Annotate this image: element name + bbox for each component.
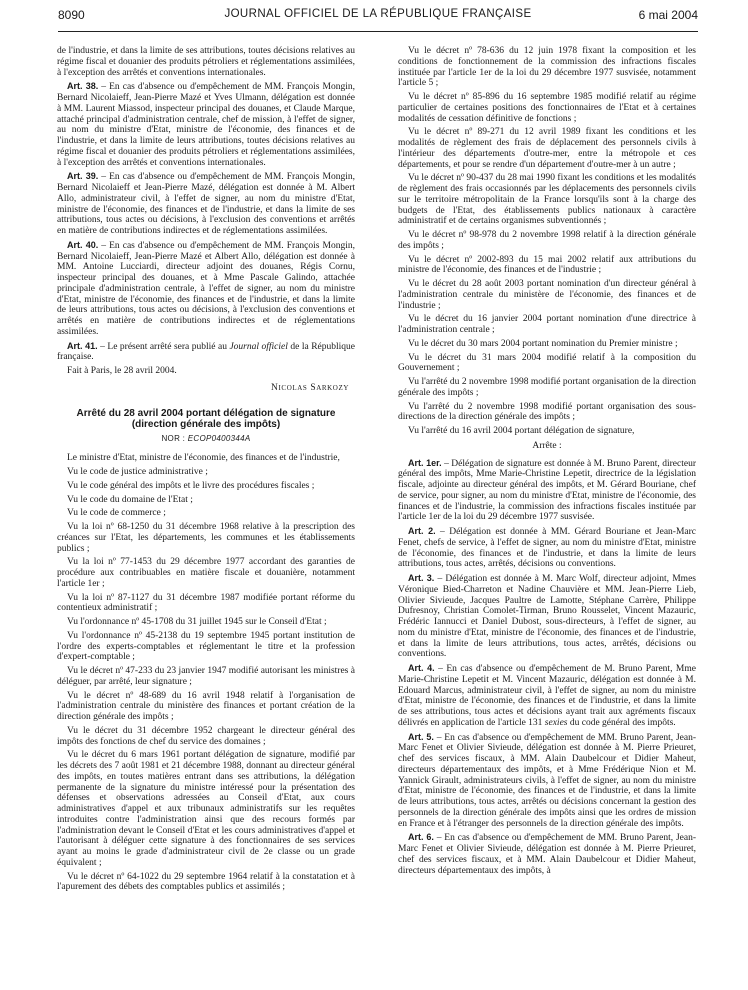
article-text: – En cas d'absence ou d'empêchement de M. Bruno Parent, Mme Marie-Christine Lepetit et M. Vincent Mazauric, délégation est donnée à M. Edouard Marcus, administrateur civil, à l'effet de signer, au nom du ministre d'Etat, ministre de l'économie, des finances et de l'industrie, et dans la limite de ses attributions, tous actes et décisions ayant trait aux agréments fiscaux délivrés en application de l'article 131 [398, 664, 696, 728]
article-text: – En cas d'absence ou d'empêchement de MM. François Mongin, Bernard Nicolaieff, Jean-Pierre Mazé et Yves Ulmann, délégation est donnée à MM. Laurent Miassod, inspecteur principal des douanes, et Claude Marque, attaché principal d'administration centrale, chef de mission, à l'effet de signer, au nom du ministre d'Etat, ministre de l'économie, des finances et de l'industrie, et dans la limite de leurs attributions, toutes décisions relatives au régime fiscal et douanier des produits pétroliers et réglementations assimilées, à l'exception des arrêtés et conventions internationales. [57, 82, 355, 168]
visa-paragraph: Vu le décret nº 85-896 du 16 septembre 1985 modifié relatif au régime particulier de certaines positions des fonctionnaires de l'Etat et à certaines modalités de cessation définitive de fonctions ; [398, 92, 696, 124]
article-6 [398, 832, 696, 876]
article-text: – En cas d'absence ou d'empêchement de MM. Bruno Parent, Jean-Marc Fenet et Olivier Sivieude, délégation est donnée à M. Pierre Prieuret, chef des services fiscaux, à MM. Alain Daubelcour et Didier Maheut, directeurs départementaux des impôts, et à Mme Frédérique Nion et M. Yannick Girault, administrateurs civils, à l'effet de signer, au nom du ministre d'Etat, ministre de l'économie, des finances et de l'industrie, et dans la limite de leurs attributions, tous actes, arrêtés ou décisions concernant la gestion des personnels de la direction générale des impôts ainsi que les ordres de mission en France et à l'étranger des personnels de la direction générale des impôts. [398, 732, 696, 829]
article-label: Art. 41. [67, 340, 98, 351]
article-40 [57, 240, 355, 338]
nor-reference [57, 434, 355, 445]
article-text: – Délégation est donnée à M. Marc Wolf, directeur adjoint, Mmes Véronique Bied-Charreton et Nadine Chauvière et MM. Jean-Pierre Lieb, Olivier Sivieude, Jacques Paultre de Lamotte, Stéphane Carrère, Philippe Dufresnoy, Christian Comolet-Tirman, Bruno Rousselet, Vincent Mazauric, Frédéric Iannucci et Daniel Dubost, sous-directeurs, à l'effet de signer, au nom du ministre d'Etat, ministre de l'économie, des finances et de l'industrie, et dans la limite de leurs attributions, tous actes, arrêtés, décisions ou conventions. [398, 574, 696, 660]
article-text: – En cas d'absence ou d'empêchement de MM. François Mongin, Bernard Nicolaieff, Jean-Pierre Mazé et Albert Allo, délégation est donnée à MM. Antoine Lucciardi, directeur adjoint des douanes, Régis Cornu, inspecteur principal des douanes, et à Mme Pascale Galindo, attachée principale d'administration centrale, à l'effet de signer, au nom du ministre d'Etat, ministre de l'économie, des finances et de l'industrie, et dans la limite de leurs attributions, tous actes ou décisions, à l'exclusion des conventions et arrêtés en matière de contributions indirectes et de réglementations assimilées. [57, 240, 355, 337]
visa-paragraph: Vu le décret nº 90-437 du 28 mai 1990 fixant les conditions et les modalités de règlement des frais occasionnés par les déplacements des personnels civils sur le territoire métropolitain de la France lorsqu'ils sont à la charge des budgets de l'Etat, des établissements publics nationaux à caractère administratif et de certains organismes subventionnés ; [398, 173, 696, 227]
article-5 [398, 732, 696, 830]
visa-paragraph: Vu l'ordonnance nº 45-1708 du 31 juillet 1945 sur le Conseil d'Etat ; [67, 617, 327, 627]
article-label: Art. 6. [408, 832, 434, 843]
visa-paragraph: Vu le code du domaine de l'Etat ; [67, 494, 193, 505]
article-text: – Délégation de signature est donnée à M. Bruno Parent, directeur général des impôts, Mme Marie-Christine Lepetit, directrice de la législation fiscale, adjointe au directeur général des impôts, et M. Gérard Bouriane, chef de service, pour signer, au nom du ministre d'Etat, ministre de l'économie, des finances et de l'industrie, la commission des infractions fiscales instituée par l'article 1er de la loi du 29 décembre 1977 susvisée. [398, 458, 696, 523]
visa-paragraph: Vu le décret du 31 décembre 1952 chargeant le directeur général des impôts des fonctions de chef du service des domaines ; [57, 725, 355, 747]
article-text-end: du code général des impôts. [567, 717, 676, 728]
visa-paragraph: Vu la loi nº 77-1453 du 29 décembre 1977 accordant des garanties de procédure aux contribuables en matière fiscale et douanière, notamment l'article 1er ; [57, 557, 355, 589]
minister-signature: Nicolas Sarkozy [271, 382, 349, 393]
article-4 [398, 663, 696, 729]
visa-paragraph: Vu le décret du 6 mars 1961 portant délégation de signature, modifié par les décrets des 7 août 1981 et 21 décembre 1988, donnant au directeur général des impôts, en toutes matières entrant dans ses attributions, la délégation permanente de la signature du ministre intéressé pour la présentation des défenses et observations adressées au Conseil d'Etat, aux cours administratives d'appel et aux tribunaux administratifs sur les requêtes introduites contre l'administration ainsi que des recours formés par l'administration devant le Conseil d'Etat et les cours administratives d'appel et l'autorisant à déléguer cette signature à des fonctionnaires de ses services ayant au moins le grade d'administrateur civil de 2e classe ou un grade équivalent ; [57, 750, 355, 868]
visa-paragraph: Vu l'ordonnance nº 45-2138 du 19 septembre 1945 portant institution de l'ordre des experts-comptables et réglementant le titre et la profession d'expert-comptable ; [57, 630, 355, 663]
visa-paragraph: Vu le décret nº 47-233 du 23 janvier 1947 modifié autorisant les ministres à déléguer, par arrêté, leur signature ; [57, 666, 355, 687]
visa-paragraph: Vu le décret nº 2002-893 du 15 mai 2002 relatif aux attributions du ministre de l'économie, des finances et de l'industrie ; [398, 254, 696, 276]
visa-paragraph: Vu le décret nº 98-978 du 2 novembre 1998 relatif à la direction générale des impôts ; [398, 230, 696, 251]
visa-paragraph: Vu le décret du 30 mars 2004 portant nomination du Premier ministre ; [408, 338, 678, 349]
article-text: – Délégation est donnée à MM. Gérard Bouriane et Jean-Marc Fenet, chefs de service, à l'effet de signer, au nom du ministre d'Etat, ministre de l'économie, des finances et de l'industrie, et dans la limite de leurs attributions, tous actes, arrêtés, décisions ou conventions. [398, 527, 696, 570]
visa-paragraph: Vu le décret nº 89-271 du 12 avril 1989 fixant les conditions et les modalités de règlement des frais de déplacement des personnels civils à l'intérieur des départements d'outre-mer, entre la métropole et ces départements, et pour se rendre d'un département d'outre-mer à un autre ; [398, 127, 696, 170]
visa-paragraph: Vu la loi nº 87-1127 du 31 décembre 1987 modifiée portant réforme du contentieux administratif ; [57, 592, 355, 614]
visa-paragraph: Le ministre d'Etat, ministre de l'économie, des finances et de l'industrie, [67, 453, 340, 464]
left-column [57, 46, 355, 896]
visa-paragraph: Vu le décret du 16 janvier 2004 portant nomination d'une directrice à l'administration centrale ; [398, 314, 696, 335]
visa-paragraph: Vu le décret nº 48-689 du 16 avril 1948 relatif à l'organisation de l'administration centrale du ministère des finances et portant création de la direction générale des impôts ; [57, 690, 355, 722]
place-date: Fait à Paris, le 28 avril 2004. [67, 366, 177, 376]
visa-paragraph: Vu le décret du 31 mars 2004 modifié relatif à la composition du Gouvernement ; [398, 352, 696, 374]
visa-paragraph: Vu la loi nº 68-1250 du 31 décembre 1968 relative à la prescription des créances sur l'Etat, les départements, les communes et les établissements publics ; [57, 522, 355, 554]
visa-paragraph: Vu le décret nº 64-1022 du 29 septembre 1964 relatif à la constatation et à l'apurement des débets des comptables publics et assimilés ; [57, 871, 355, 893]
article-3 [398, 573, 696, 660]
visa-paragraph: Vu le code général des impôts et le livre des procédures fiscales ; [67, 480, 315, 491]
journal-title: JOURNAL OFFICIEL DE LA RÉPUBLIQUE FRANÇAISE [224, 8, 532, 20]
nor-label: NOR : [161, 433, 188, 443]
article-2 [398, 526, 696, 570]
visa-paragraph: Vu l'arrêté du 16 avril 2004 portant délégation de signature, [408, 426, 635, 436]
article-1 [398, 458, 696, 524]
article-label: Art. 38. [67, 81, 99, 92]
article-label: Art. 2. [408, 526, 436, 536]
article-label: Art. 1er. [408, 457, 442, 468]
article-text: – Le présent arrêté sera publié au [97, 341, 230, 352]
page-number: 8090 [58, 8, 85, 22]
visa-paragraph: Vu le décret du 28 août 2003 portant nomination d'un directeur général à l'administration centrale du ministère de l'économie, des finances et de l'industrie ; [398, 279, 696, 311]
nor-code: ECOP0400344A [187, 433, 251, 443]
visa-paragraph: Vu l'arrêté du 2 novembre 1998 modifié portant organisation de la direction générale des impôts ; [398, 377, 696, 398]
intro-paragraph: de l'industrie, et dans la limite de ses attributions, toutes décisions relatives au régime fiscal et douanier des produits pétroliers et réglementations assimilées, à l'exception des arrêtés et conventions internationales. [57, 46, 355, 78]
article-text: – En cas d'absence ou d'empêchement de MM. Bruno Parent, Jean-Marc Fenet et Olivier Sivieude, délégation est donnée à M. Pierre Prieuret, chef des services fiscaux, et à MM. Alain Daubelcour et Didier Maheut, directeurs départementaux des impôts, à [398, 833, 696, 876]
journal-reference: Journal officiel [229, 341, 288, 352]
article-label: Art. 5. [408, 731, 434, 742]
visa-list-continued [398, 46, 696, 437]
page-header [58, 8, 698, 40]
article-label: Art. 3. [408, 573, 435, 583]
visa-paragraph: Vu le code de commerce ; [67, 508, 166, 519]
article-text: – En cas d'absence ou d'empêchement de MM. François Mongin, Bernard Nicolaieff et Jean-Pierre Mazé, délégation est donnée à M. Albert Allo, administrateur civil, à l'effet de signer, au nom du ministre d'Etat, ministre de l'économie, des finances et de l'industrie, et dans la limite de ses attributions, tous actes ou décisions, à l'exclusion des conventions et arrêtés en matière de contributions indirectes et de réglementations assimilées. [57, 172, 355, 236]
article-41 [57, 341, 355, 364]
article-label: Art. 39. [67, 171, 99, 182]
visa-paragraph: Vu le décret nº 78-636 du 12 juin 1978 fixant la composition et les conditions de fonctionnement de la commission des infractions fiscales instituée par l'article 1er de la loi du 29 décembre 1977 susvisée, notamment l'article 5 ; [398, 46, 696, 89]
right-column [398, 46, 696, 879]
arrete-heading: Arrête : [532, 440, 562, 451]
article-38 [57, 81, 355, 168]
article-text-end: de la République française. [57, 341, 356, 363]
article-39 [57, 171, 355, 237]
visa-list [57, 453, 355, 893]
header-rule [58, 31, 698, 32]
issue-date: 6 mai 2004 [638, 8, 698, 22]
article-italic-term: sexies [544, 717, 568, 728]
visa-paragraph: Vu l'arrêté du 2 novembre 1998 modifié portant organisation des sous-directions de la direction générale des impôts ; [398, 401, 696, 423]
article-label: Art. 4. [408, 663, 435, 673]
visa-paragraph: Vu le code de justice administrative ; [67, 467, 208, 477]
decree-title: Arrêté du 28 avril 2004 portant délégation de signature (direction générale des impôts) [76, 407, 336, 430]
article-label: Art. 40. [67, 239, 99, 250]
